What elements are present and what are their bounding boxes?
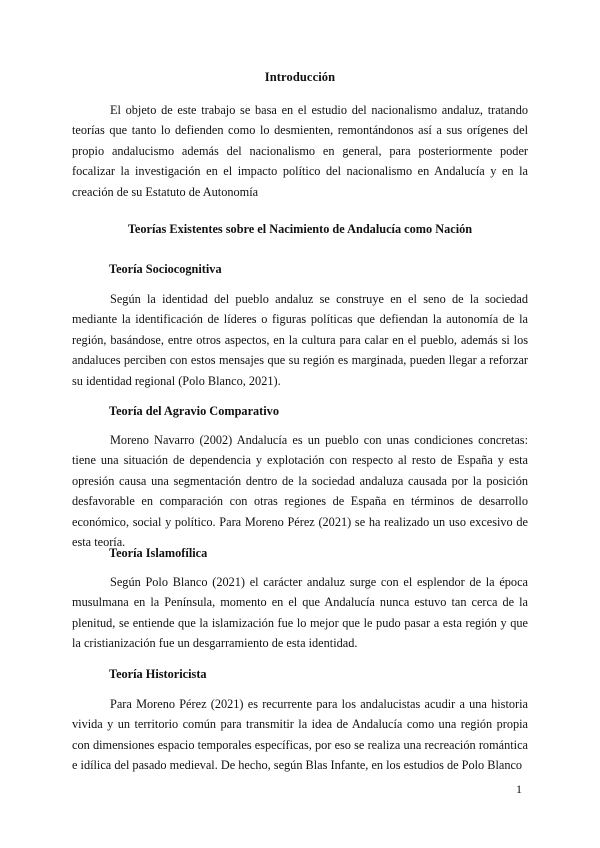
- body-sociocognitiva: Según la identidad del pueblo andaluz se construye en el seno de la sociedad mediante la identificación de líderes o figuras políticas que defiendan la autonomía de la región, basándose, entre otros aspectos, en la cultura para calar en el pueblo, además si los andaluces perciben con estos mensajes que su región es marginada, pueden llegar a reforzar su identidad regional (Polo Blanco, 2021).: [72, 292, 528, 388]
- body-islamofilica: Según Polo Blanco (2021) el carácter andaluz surge con el esplendor de la época musulmana en la Península, momento en el que Andalucía nunca estuvo tan cerca de la plenitud, se entiende que la islamización fue lo mejor que le pudo pasar a esta región y que la cristianización fue un desgarramiento de esta identidad.: [72, 575, 528, 651]
- paragraph-agravio-comparativo: [72, 430, 528, 552]
- intro-text: El objeto de este trabajo se basa en el estudio del nacionalismo andaluz, tratando teorías que tanto lo defienden como lo desmienten, remontándonos así a sus orígenes del propio andalucismo además del nacionalismo en general, para posteriormente poder focalizar la investigación en el impacto político del nacionalismo en Andalucía y en la creación de su Estatuto de Autonomía: [72, 103, 528, 199]
- paragraph-sociocognitiva: [72, 289, 528, 391]
- body-agravio-comparativo: Moreno Navarro (2002) Andalucía es un pueblo con unas condiciones concretas: tiene una situación de dependencia y explotación con respecto al resto de España y esta opresión causa una segmentación dentro de la sociedad andaluza causada por la posición desfavorable en comparación con otras regiones de España en términos de desarrollo económico, social y político. Para Moreno Pérez (2021) se ha realizado un uso excesivo de esta teoría.: [72, 433, 528, 550]
- heading-agravio-comparativo: Teoría del Agravio Comparativo: [109, 404, 279, 418]
- page-number: 1: [516, 782, 522, 796]
- body-historicista: Para Moreno Pérez (2021) es recurrente para los andalucistas acudir a una historia vivida y un territorio común para transmitir la idea de Andalucía como una región propia con dimensiones espacio temporales específicas, por eso se realiza una recreación romántica e idílica del pasado medieval. De hecho, según Blas Infante, en los estudios de Polo Blanco: [72, 697, 528, 773]
- heading-islamofilica: Teoría Islamofílica: [109, 546, 208, 560]
- section-title: Teorías Existentes sobre el Nacimiento de Andalucía como Nación: [127, 222, 473, 236]
- heading-sociocognitiva: Teoría Sociocognitiva: [109, 262, 222, 276]
- heading-historicista: Teoría Historicista: [109, 667, 207, 681]
- document-title: Introducción: [264, 70, 336, 84]
- intro-paragraph: [72, 100, 528, 202]
- paragraph-islamofilica: [72, 572, 528, 654]
- paragraph-historicista: [72, 694, 528, 776]
